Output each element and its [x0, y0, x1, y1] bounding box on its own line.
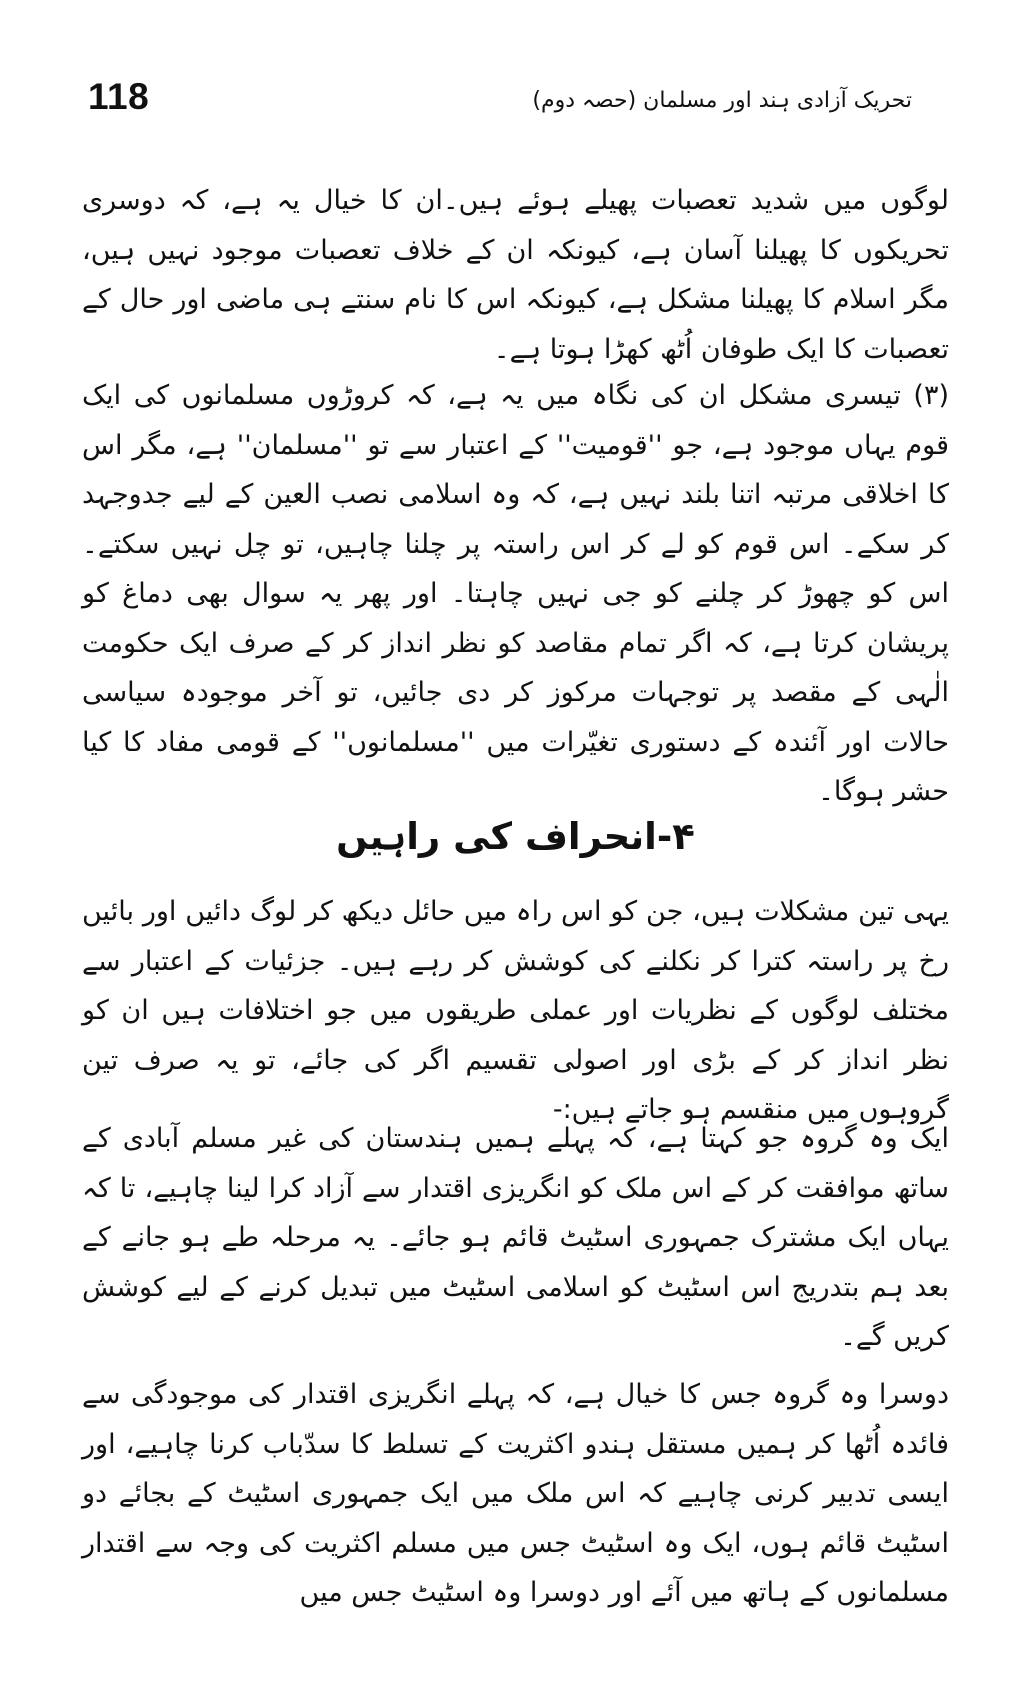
page-number: 118	[88, 76, 150, 117]
paragraph-third-difficulty: (۳) تیسری مشکل ان کی نگاہ میں یہ ہے، کہ کروڑوں مسلمانوں کی ایک قوم یہاں موجود ہے، جو ''قومیت'' کے اعتبار سے تو ''مسلمان'' ہے، مگر اس کا اخلاقی مرتبہ اتنا بلند نہیں ہے، کہ وہ اسلامی نصب العین کے لیے جدوجہد کر سکے۔ اس قوم کو لے کر اس راستہ پر چلنا چاہیں، تو چل نہیں سکتے۔ اس کو چھوڑ کر چلنے کو جی نہیں چاہتا۔ اور پھر یہ سوال بھی دماغ کو پریشان کرتا ہے، کہ اگر تمام مقاصد کو نظر انداز کر کے صرف ایک حکومت الٰہی کے مقصد پر توجہات مرکوز کر دی جائیں، تو آخر موجودہ سیاسی حالات اور آئندہ کے دستوری تغیّرات میں ''مسلمانوں'' کے قومی مفاد کا کیا حشر ہوگا۔	[82, 380, 949, 807]
paragraph-first-group: ایک وہ گروہ جو کہتا ہے، کہ پہلے ہمیں ہندستان کی غیر مسلم آبادی کے ساتھ موافقت کر کے اس ملک کو انگریزی اقتدار سے آزاد کرا لینا چاہیے، تا کہ یہاں ایک مشترک جمہوری اسٹیٹ قائم ہو جائے۔ یہ مرحلہ طے ہو جانے کے بعد ہم بتدریج اس اسٹیٹ کو اسلامی اسٹیٹ میں تبدیل کرنے کے لیے کوشش کریں گے۔	[82, 1123, 949, 1352]
paragraph-second-group: دوسرا وہ گروہ جس کا خیال ہے، کہ پہلے انگریزی اقتدار کی موجودگی سے فائدہ اُٹھا کر ہمیں مستقل ہندو اکثریت کے تسلط کا سدّباب کرنا چاہیے، اور ایسی تدبیر کرنی چاہیے کہ اس ملک میں ایک جمہوری اسٹیٹ کے بجائے دو اسٹیٹ قائم ہوں، ایک وہ اسٹیٹ جس میں مسلم اکثریت کی وجہ سے اقتدار مسلمانوں کے ہاتھ میں آئے اور دوسرا وہ اسٹیٹ جس میں	[82, 1379, 949, 1608]
paragraph-three-difficulties: یہی تین مشکلات ہیں، جن کو اس راہ میں حائل دیکھ کر لوگ دائیں اور بائیں رخ پر راستہ کترا کر نکلنے کی کوشش کر رہے ہیں۔ جزئیات کے اعتبار سے مختلف لوگوں کے نظریات اور عملی طریقوں میں جو اختلافات ہیں ان کو نظر انداز کر کے بڑی اور اصولی تقسیم اگر کی جائے، تو یہ صرف تین گروہوں میں منقسم ہو جاتے ہیں:-	[82, 896, 949, 1125]
section-heading: ۴-انحراف کی راہیں	[336, 814, 695, 858]
paragraph-prejudice: لوگوں میں شدید تعصبات پھیلے ہوئے ہیں۔ان کا خیال یہ ہے، کہ دوسری تحریکوں کا پھیلنا آسان ہے، کیونکہ ان کے خلاف تعصبات موجود نہیں ہیں، مگر اسلام کا پھیلنا مشکل ہے، کیونکہ اس کا نام سنتے ہی ماضی اور حال کے تعصبات کا ایک طوفان اُٹھ کھڑا ہوتا ہے۔	[82, 185, 949, 365]
running-title: تحریک آزادی ہند اور مسلمان (حصہ دوم)	[532, 88, 912, 113]
